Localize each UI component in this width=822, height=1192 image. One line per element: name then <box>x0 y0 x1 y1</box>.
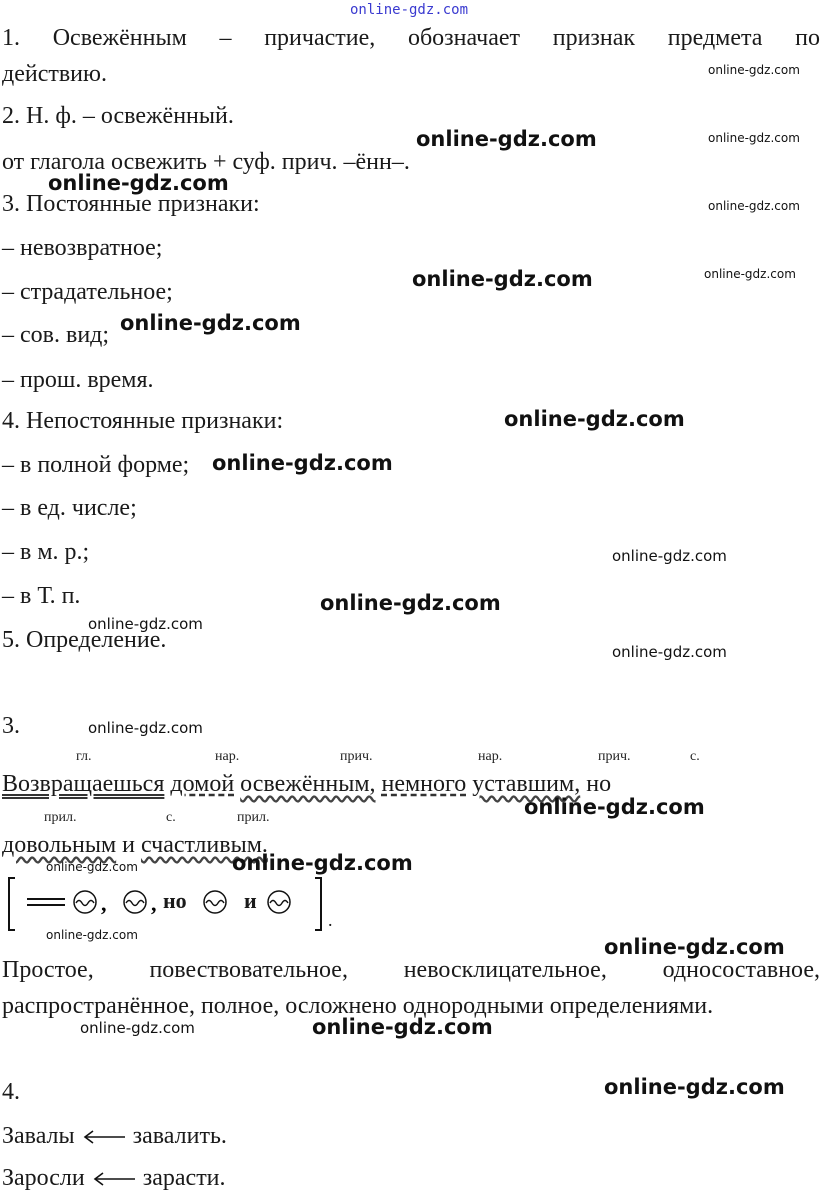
predicate-word: Возвращаешься <box>2 771 165 797</box>
text-line: 1. Освежённым – причастие, обозначает признак предмета по <box>2 25 820 51</box>
watermark: online-gdz.com <box>212 451 393 475</box>
derived-word: Заросли <box>2 1165 85 1191</box>
watermark: online-gdz.com <box>604 1075 785 1099</box>
svg-text:,: , <box>101 891 107 916</box>
text-line: 2. Н. ф. – освежённый. <box>2 103 234 129</box>
watermark: online-gdz.com <box>604 935 785 959</box>
wavy-circle-icon <box>124 891 146 913</box>
watermark: online-gdz.com <box>504 407 685 431</box>
watermark: online-gdz.com <box>80 1019 195 1037</box>
pos-label: гл. <box>76 749 92 764</box>
text-line: 4. Непостоянные признаки: <box>2 408 284 434</box>
watermark: online-gdz.com <box>412 267 593 291</box>
text-line: действию. <box>2 61 107 87</box>
parsed-sentence-line <box>2 831 268 859</box>
watermark: online-gdz.com <box>704 267 796 281</box>
sentence-scheme <box>5 874 325 932</box>
watermark: online-gdz.com <box>232 851 413 875</box>
pos-label: нар. <box>478 749 503 764</box>
text-line: от глагола освежить + суф. прич. –ённ–. <box>2 149 410 175</box>
section-number: 3. <box>2 713 20 739</box>
source-word: зарасти. <box>142 1165 226 1191</box>
watermark: online-gdz.com <box>88 719 203 737</box>
derivation-line <box>2 1122 227 1150</box>
adverbial-word: немного <box>381 771 467 797</box>
characteristics-line: Простое, повествовательное, невосклицательное, односоставное, <box>2 957 820 983</box>
pos-label: нар. <box>215 749 240 764</box>
text-line: 3. Постоянные признаки: <box>2 191 260 217</box>
watermark: online-gdz.com <box>88 615 203 633</box>
watermark: online-gdz.com <box>46 928 138 942</box>
pos-label: прич. <box>340 749 373 764</box>
text-line: – страдательное; <box>2 279 173 305</box>
attribute-word: освежённым, <box>240 771 376 797</box>
watermark: online-gdz.com <box>120 311 301 335</box>
adverbial-word: домой <box>170 771 235 797</box>
text-line: – прош. время. <box>2 367 154 393</box>
svg-text:,: , <box>151 891 157 916</box>
attribute-word: счастливым. <box>140 832 268 858</box>
conjunction-word: но <box>586 771 612 797</box>
wavy-circle-icon <box>74 891 96 913</box>
derivation-line <box>2 1164 226 1192</box>
parsed-sentence-line <box>2 770 611 798</box>
watermark: online-gdz.com <box>612 547 727 565</box>
section-number: 4. <box>2 1079 20 1105</box>
attribute-word: довольным <box>2 832 117 858</box>
pos-label: прич. <box>598 749 631 764</box>
watermark: online-gdz.com <box>612 643 727 661</box>
watermark: online-gdz.com <box>48 171 229 195</box>
scheme-period: . <box>328 910 333 930</box>
watermark-top: online-gdz.com <box>350 2 469 18</box>
text-line: – в ед. числе; <box>2 495 137 521</box>
scheme-conjunction: но <box>163 888 187 913</box>
derived-word: Завалы <box>2 1123 75 1149</box>
text-line: – в м. р.; <box>2 539 90 565</box>
text-line: 5. Определение. <box>2 627 167 653</box>
source-word: завалить. <box>132 1123 227 1149</box>
pos-label: с. <box>166 810 176 825</box>
pos-label: с. <box>690 749 700 764</box>
wavy-circle-icon <box>204 891 226 913</box>
watermark: online-gdz.com <box>320 591 501 615</box>
watermark: online-gdz.com <box>312 1015 493 1039</box>
arrow-left-icon <box>91 1169 137 1189</box>
watermark: online-gdz.com <box>46 860 138 874</box>
scheme-conjunction: и <box>244 888 257 913</box>
watermark: online-gdz.com <box>708 199 800 213</box>
text-line: – в Т. п. <box>2 583 81 609</box>
watermark: online-gdz.com <box>708 131 800 145</box>
text-line: – сов. вид; <box>2 322 110 348</box>
watermark: online-gdz.com <box>708 63 800 77</box>
pos-label: прил. <box>44 810 77 825</box>
characteristics-line: распространённое, полное, осложнено однородными определениями. <box>2 993 714 1019</box>
text-line: – в полной форме; <box>2 452 190 478</box>
attribute-word: уставшим, <box>472 771 581 797</box>
conjunction-word: и <box>122 832 135 858</box>
text-line: – невозвратное; <box>2 235 163 261</box>
watermark: online-gdz.com <box>524 795 705 819</box>
arrow-left-icon <box>81 1127 127 1147</box>
watermark: online-gdz.com <box>416 127 597 151</box>
wavy-circle-icon <box>268 891 290 913</box>
pos-label: прил. <box>237 810 270 825</box>
